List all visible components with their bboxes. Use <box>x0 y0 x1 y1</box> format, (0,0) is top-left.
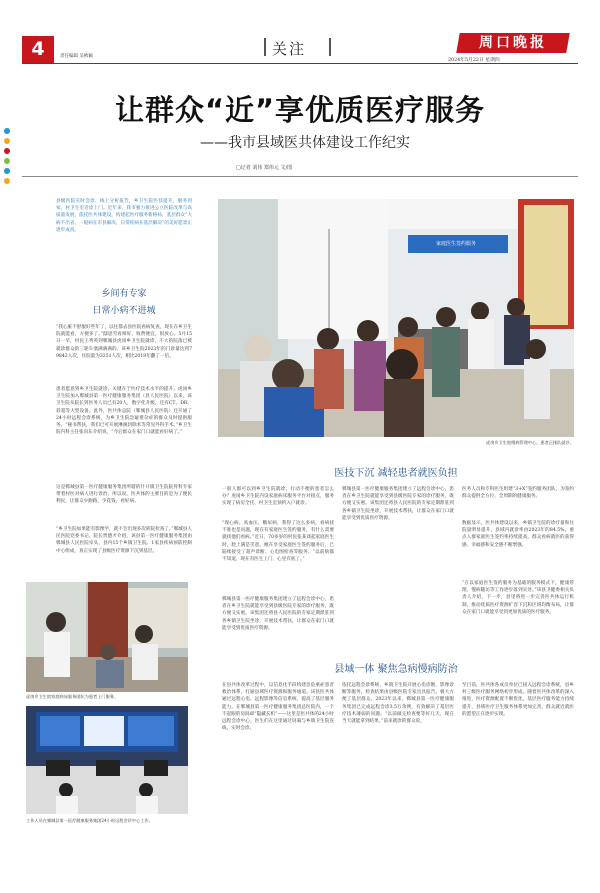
photo-remote-center-art <box>26 706 188 814</box>
byline: □记者 刘伟 郑伟元 文/图 <box>236 165 293 171</box>
bottom-col-3: 至目前，医共体各成员单位已接入远程会诊系统，县乡村三级医疗服务网络初步形成。随着医共体改革的深入推进，医疗资源配置不断优化，基层医疗服务能力持续提升，县域医疗卫生服务体系更加完善，群众就近就医的愿望正在逐步实现。 <box>462 683 574 717</box>
bottom-col-2: 依托远程会诊系统，乡镇卫生院开展心电诊断、影像诊断等服务，检查结果由县级医院专家出具报告，极大方便了基层群众。2023年以来，郸城县第一医疗健康服务集团已完成远程会诊3.5万余例，有效解决了基层医疗技术薄弱的问题。“以前做完检查要等好几天，现在当天就能拿到结果。”前来就诊的群众说。 <box>342 683 454 725</box>
section-title-1 <box>56 286 192 316</box>
headline: 让群众“近”享优质医疗服务 <box>114 93 486 127</box>
dot <box>4 178 10 184</box>
col2-paragraph-3: 郸城县第一医疗健康服务集团建立了远程会诊中心，患者在乡卫生院就能享受到县级医院专家的诊疗服务，既方便又实惠。该集团还将县人民医院的专家定期派驻到各乡镇卫生院坐诊，开展技术帮扶，让群众在家门口就能享受到优质医疗资源。 <box>222 597 334 631</box>
col3-paragraph-3: “在以家庭医生签约服务为基础的服务模式下，健康管理、慢病随访等工作逐步落到实处。”该县卫健委相关负责人介绍，下一步，县里将进一步完善医共体运行机制，推动优质医疗资源扩容下沉和区域均衡布局，让群众在家门口就能享受到更加优质的医疗服务。 <box>462 581 574 615</box>
photo-main-clinic <box>218 199 574 437</box>
issue-date: 2024年5月22日 星期四 <box>448 58 500 63</box>
section-title-2: 医技下沉 减轻患者就医负担 <box>334 468 458 479</box>
header-rule <box>22 63 578 64</box>
col2b-paragraph: 郸城县第一医疗健康服务集团建立了远程会诊中心，患者在乡卫生院就能享受到县级医院专家的诊疗服务，既方便又实惠。该集团还将县人民医院的专家定期派驻到各乡镇卫生院坐诊，开展技术帮扶，让群众在家门口就能享受到优质医疗资源。 <box>342 487 454 521</box>
section-title-1-line1: 乡间有专家 <box>101 289 147 299</box>
section-title-1-line2: 日常小病不进城 <box>92 306 156 316</box>
section-bar-right <box>329 38 331 56</box>
col3-paragraph-1: 医务人员和专科医生组建“3+X”签约服务团队，为签约群众提供全方位、全周期的健康服务。 <box>462 487 574 500</box>
bottom-col-1: 在县共体改革过程中，以信息化手段构建急危重症患者救治体系，打通县域医疗资源和服务通道。该县医共体通过远程心电、远程影像等信息系统，提高了基层服务能力。在郸城县第一医疗健康服务集团总医院内，一个不起眼的房间却“隐藏玄机”——这里是医共体的24小时远程会诊中心。医生们在这里通过屏幕与乡镇卫生院连线，实时会诊。 <box>222 683 334 732</box>
photo-main-clinic-art <box>218 199 574 437</box>
col1-paragraph-2: 患者愿意到乡卫生院就诊，关键在于医疗技术水平的提升。虎岗乡卫生院加入郸城县第一医疗健康服务集团（县人民医院）以来，该卫生院从院长到医务人员已有20人，数字化升级，还有CT、DR、彩超等大型设备。此外，医共体总院（郸城县人民医院）还开通了24小时远程会诊系统，为乡卫生院急疑难杂症的群众及时提供服务。“秘书帮扶，我们已可开展淋漓切除术等常见外科手术。”乡卫生院内科主任张向东介绍说，“今后群众在家门口就能看好病了。” <box>56 387 192 436</box>
side-dots <box>3 128 13 188</box>
section-bar-left <box>264 38 266 56</box>
section-title-3: 县域一体 聚焦急病慢病防治 <box>334 664 458 675</box>
caption-main-clinic: 虎岗乡卫生院慢病管理中心，患者正排队就诊。 <box>486 440 574 445</box>
dot <box>4 138 10 144</box>
col2-paragraph-1: 一般人群可以到乡卫生院就诊，行动不便的患者怎么办？虎岗乡卫生院内设家庭病床服务平台对接点，服务实现了病房全托、村卫生室预约入户就诊。 <box>222 487 334 507</box>
col1-paragraph-1: “我心脏不舒服好些年了，以往都去县医院看病复查，现在在乡卫生院就能看，方便多了。”邸思雪看师好、收费便宜，很放心。5月15日一早，村民王秀英到郸城县虎岗乡卫生院就诊，不大的院落已被就诊群众的三轮车塞满满满的。该乡卫生院2023年的门诊量达到79842人次，住院量为3351人次，相比2019年翻了一倍。 <box>56 325 192 359</box>
photo-home-visit <box>26 582 188 692</box>
photo-home-visit-art <box>26 582 188 692</box>
clinic-banner: 家庭医生签约服务 <box>435 241 476 247</box>
page-number: 4 <box>31 38 45 60</box>
dot <box>4 148 10 154</box>
intro-text: 县级医院实时会诊、线上分析报告，乡卫生院医技提升，服务到家，村卫生室近诊上门。近年来，我市强力推进公立医院改革与高质量发展，依托医共体建设，构建起医疗服务新格局，基层群众“大病不出省、一般病在市县解决、日常疾病在基层解决”的美好愿景正逐步成真。 <box>56 199 192 233</box>
dot <box>4 158 10 164</box>
editors: 责任编辑 吴秋颖 <box>60 54 93 59</box>
col2-paragraph-2: “现心病、高血压、糖尿病，我得了这么多病，看病找不准也是问题，现在有家庭医生签约服务，有什么需要就找他们看病。”近日，70多岁的村民张某谈起家庭医生时，脸上满是笑意。她在享受家庭医生签约服务后，已陆续接受了超声诊断、心电图检查等服务。“以前啥都不知道，现在有医生上门，心里有底了。” <box>222 521 334 563</box>
caption-remote-center: 工作人员在郸城县第一医疗健康服务集团24小时远程会诊中心工作。 <box>26 818 153 823</box>
col1-paragraph-4: “乡卫生院如果能有影像学，就不会出现多次转院检查了。”郸城县人民医院党委书记、院长贾德才介绍，该县第一医疗健康服务集团由郸城县人民医院牵头，县内15个乡镇卫生院、1家县疾病预防控制中心组成，真正实现了县级医疗资源下沉到基层。 <box>56 527 192 554</box>
caption-home-visit: 虎岗乡卫生院家庭病床服务团队为患者上门服务。 <box>26 694 119 699</box>
dot <box>4 168 10 174</box>
subheadline: ——我市县域医共体建设工作纪实 <box>200 135 410 151</box>
section-label: 关注 <box>272 40 307 58</box>
photo-remote-center <box>26 706 188 814</box>
col1-paragraph-3: 这是郸城县第一医疗健康服务集团所辖的什开镇卫生院院骨科专家带着村医对病人进行诊治。所以说，医共体的主要目的是为了便民利民，让群众少跑路，少花钱，看好病。 <box>56 485 192 505</box>
dot <box>4 128 10 134</box>
col3-paragraph-2: 数据显示，医共体建设以来，乡镇卫生院的诊疗量和住院量明显提升。县域内就诊率由2023年的84.5%，重点人群家庭医生签约率持续提高。群众看病就医的获得感、幸福感和安全感不断增强。 <box>462 521 574 548</box>
headline-rule <box>22 176 578 177</box>
paper-name: 周口晚报 <box>479 35 547 51</box>
